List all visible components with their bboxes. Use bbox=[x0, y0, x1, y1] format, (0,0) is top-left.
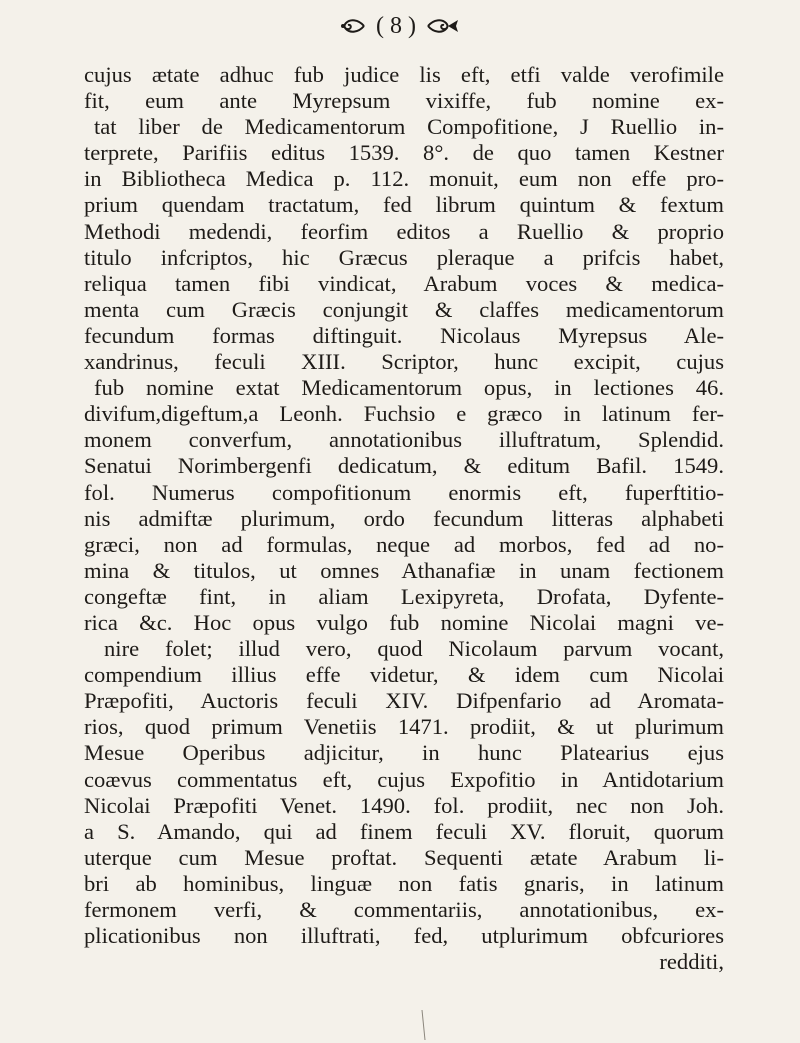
text-line: plicationibus non illuftrati, fed, utplurimum obfcuriores bbox=[84, 923, 724, 949]
page-header bbox=[0, 6, 800, 46]
text-line: fecundum formas diftinguit. Nicolaus Myrepsus Ale- bbox=[84, 322, 724, 348]
text-line: monem converfum, annotationibus illuftratum, Splendid. bbox=[84, 427, 724, 453]
text-line: congeftæ fint, in aliam Lexipyreta, Drofata, Dyfente- bbox=[84, 583, 724, 609]
text-line: menta cum Græcis conjungit & claffes medicamentorum bbox=[84, 296, 724, 322]
text-line: uterque cum Mesue proftat. Sequenti ætate Arabum li- bbox=[84, 844, 724, 870]
text-line: cujus ætate adhuc fub judice lis eft, etfi valde verofimile bbox=[84, 62, 724, 87]
text-line: xandrinus, feculi XIII. Scriptor, hunc excipit, cujus bbox=[84, 349, 724, 375]
text-line: coævus commentatus eft, cujus Expofitio in Antidotarium bbox=[84, 766, 724, 792]
text-line: terprete, Parifiis editus 1539. 8°. de quo tamen Kestner bbox=[84, 140, 724, 166]
text-line: Mesue Operibus adjicitur, in hunc Platearius ejus bbox=[84, 740, 724, 766]
text-line: redditi, bbox=[659, 949, 724, 975]
text-line: prium quendam tractatum, fed librum quintum & fextum bbox=[84, 192, 724, 218]
text-line: titulo infcriptos, hic Græcus pleraque a prifcis habet, bbox=[84, 244, 724, 270]
text-line: Præpofiti, Auctoris feculi XIV. Difpenfario ad Aromata- bbox=[84, 688, 724, 714]
text-line: græci, non ad formulas, neque ad morbos, fed ad no- bbox=[84, 531, 724, 557]
text-line: fit, eum ante Myrepsum vixiffe, fub nomine ex- bbox=[84, 88, 724, 114]
text-line: tat liber de Medicamentorum Compofitione, J Ruellio in- bbox=[94, 114, 724, 140]
page-number: ( 8 ) bbox=[376, 12, 416, 39]
text-line: nire folet; illud vero, quod Nicolaum parvum vocant, bbox=[104, 636, 724, 662]
text-line: rios, quod primum Venetiis 1471. prodiit, & ut plurimum bbox=[84, 714, 724, 740]
text-line: a S. Amando, qui ad finem feculi XV. floruit, quorum bbox=[84, 818, 724, 844]
text-line: fub nomine extat Medicamentorum opus, in lectiones 46. bbox=[94, 375, 724, 401]
text-line: Methodi medendi, feorfim editos a Ruellio & proprio bbox=[84, 218, 724, 244]
fleuron-left-icon bbox=[340, 16, 366, 36]
fleuron-right-icon bbox=[426, 16, 460, 36]
text-line: Nicolai Præpofiti Venet. 1490. fol. prodiit, nec non Joh. bbox=[84, 792, 724, 818]
text-line: rica &c. Hoc opus vulgo fub nomine Nicolai magni ve- bbox=[84, 609, 724, 635]
text-line: fermonem verfi, & commentariis, annotationibus, ex- bbox=[84, 897, 724, 922]
text-line: mina & titulos, ut omnes Athanafiæ in unam fectionem bbox=[84, 557, 724, 583]
body-text bbox=[84, 62, 724, 975]
text-line: divifum,digeftum,a Leonh. Fuchsio e græco in latinum fer- bbox=[84, 401, 724, 427]
text-line: Senatui Norimbergenfi dedicatum, & editum Bafil. 1549. bbox=[84, 453, 724, 479]
text-line: nis admiftæ plurimum, ordo fecundum litteras alphabeti bbox=[84, 505, 724, 531]
text-line: bri ab hominibus, linguæ non fatis gnaris, in latinum bbox=[84, 870, 724, 896]
text-line: fol. Numerus compofitionum enormis eft, fuperftitio- bbox=[84, 479, 724, 505]
text-line: reliqua tamen fibi vindicat, Arabum voces & medica- bbox=[84, 270, 724, 296]
text-line: compendium illius effe videtur, & idem cum Nicolai bbox=[84, 662, 724, 688]
text-line: in Bibliotheca Medica p. 112. monuit, eum non effe pro- bbox=[84, 166, 724, 192]
